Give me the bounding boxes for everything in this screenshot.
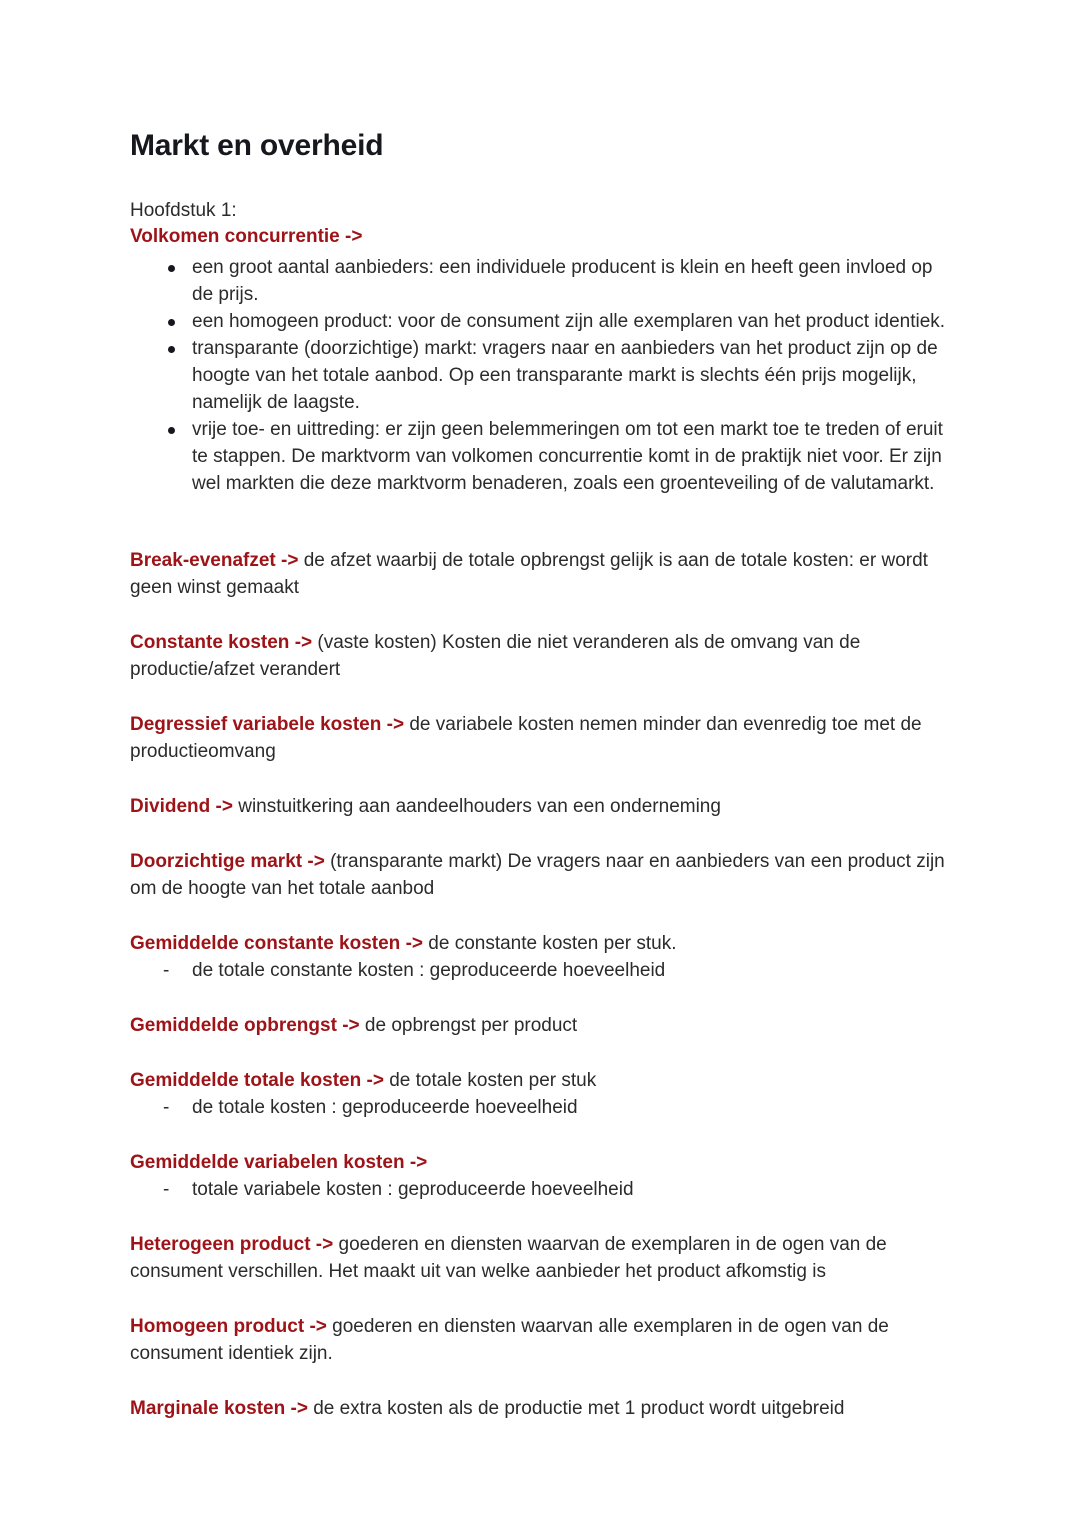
definition-body: de variabele kosten nemen minder dan evenredig toe met de productieomvang <box>130 714 922 762</box>
chapter-label: Hoofdstuk 1: <box>130 200 237 221</box>
definition-subitem-list <box>130 1176 950 1203</box>
definition-subitem-list <box>130 957 950 984</box>
definition-body: goederen en diensten waarvan de exemplaren in de ogen van de consument verschillen. Het maakt uit van welke aanbieder het product afkomstig is <box>130 1234 887 1282</box>
definition-entry <box>130 1231 950 1285</box>
list-item <box>130 308 950 335</box>
definition-entry <box>130 1395 950 1422</box>
definition-line <box>130 1067 950 1094</box>
definition-entry <box>130 1067 950 1121</box>
list-spacer <box>130 497 950 515</box>
definition-term: Doorzichtige markt -> <box>130 851 325 872</box>
definition-line <box>130 1149 950 1176</box>
definition-line <box>130 1313 950 1367</box>
definition-body: (transparante markt) De vragers naar en aanbieders van een product zijn om de hoogte van het totale aanbod <box>130 851 945 899</box>
definition-line <box>130 629 950 683</box>
section-heading-term: Volkomen concurrentie -> <box>130 226 363 247</box>
definition-entry <box>130 711 950 765</box>
definition-body: de extra kosten als de productie met 1 product wordt uitgebreid <box>307 1398 845 1419</box>
definition-body: de constante kosten per stuk. <box>423 933 677 954</box>
concurrentie-bullet-list <box>130 254 950 497</box>
definition-term: Marginale kosten -> <box>130 1398 308 1419</box>
definition-entry <box>130 930 950 984</box>
definition-body: (vaste kosten) Kosten die niet veranderen als de omvang van de productie/afzet verandert <box>130 632 861 680</box>
list-item <box>130 416 950 497</box>
definition-entry <box>130 1149 950 1203</box>
definition-line <box>130 793 950 820</box>
definition-entry <box>130 547 950 601</box>
definition-term: Gemiddelde opbrengst -> <box>130 1015 360 1036</box>
definition-term: Break-evenafzet -> <box>130 550 299 571</box>
definition-subitem: - de totale constante kosten : geproduceerde hoeveelheid <box>130 957 950 984</box>
section-heading <box>130 224 950 250</box>
definition-subitem-list <box>130 1094 950 1121</box>
definition-entry <box>130 629 950 683</box>
definition-body: winstuitkering aan aandeelhouders van een onderneming <box>232 796 721 817</box>
definition-line <box>130 1395 950 1422</box>
definition-line <box>130 547 950 601</box>
list-item-text: een homogeen product: voor de consument zijn alle exemplaren van het product identiek. <box>192 311 946 332</box>
definition-entry <box>130 1012 950 1039</box>
definition-line <box>130 930 950 957</box>
definition-body: de totale kosten per stuk <box>383 1070 597 1091</box>
definition-subitem: - de totale kosten : geproduceerde hoeveelheid <box>130 1094 950 1121</box>
definition-term: Heterogeen product -> <box>130 1234 334 1255</box>
definition-term: Gemiddelde variabelen kosten -> <box>130 1152 428 1173</box>
definition-line <box>130 711 950 765</box>
definition-line <box>130 1012 950 1039</box>
definition-term: Constante kosten -> <box>130 632 313 653</box>
definition-entry <box>130 1313 950 1367</box>
definition-body: goederen en diensten waarvan alle exemplaren in de ogen van de consument identiek zijn. <box>130 1316 889 1364</box>
definitions-list <box>130 547 950 1422</box>
page-title: Markt en overheid <box>130 129 384 162</box>
definition-term: Gemiddelde totale kosten -> <box>130 1070 384 1091</box>
definition-term: Degressief variabele kosten -> <box>130 714 405 735</box>
definition-body: de afzet waarbij de totale opbrengst gelijk is aan de totale kosten: er wordt geen winst gemaakt <box>130 550 928 598</box>
definition-term: Homogeen product -> <box>130 1316 327 1337</box>
definition-term: Gemiddelde constante kosten -> <box>130 933 423 954</box>
definition-line <box>130 848 950 902</box>
list-item <box>130 254 950 308</box>
definition-term: Dividend -> <box>130 796 233 817</box>
list-item-text: een groot aantal aanbieders: een individuele producent is klein en heeft geen invloed op de prijs. <box>192 257 933 305</box>
list-item-text: vrije toe- en uittreding: er zijn geen belemmeringen om tot een markt toe te treden of eruit te stappen. De marktvorm van volkomen concurrentie komt in de praktijk niet voor. Er zijn wel markten die deze marktvorm benaderen, zoals een groenteveiling of de valutamarkt. <box>192 419 943 494</box>
definition-line <box>130 1231 950 1285</box>
definition-body: de opbrengst per product <box>359 1015 578 1036</box>
definition-subitem: - totale variabele kosten : geproduceerde hoeveelheid <box>130 1176 950 1203</box>
list-item-text: transparante (doorzichtige) markt: vragers naar en aanbieders van het product zijn op de hoogte van het totale aanbod. Op een transparante markt is slechts één prijs mogelijk, namelijk de laagste. <box>192 338 938 413</box>
definition-entry <box>130 848 950 902</box>
list-item <box>130 335 950 416</box>
definition-entry <box>130 793 950 820</box>
